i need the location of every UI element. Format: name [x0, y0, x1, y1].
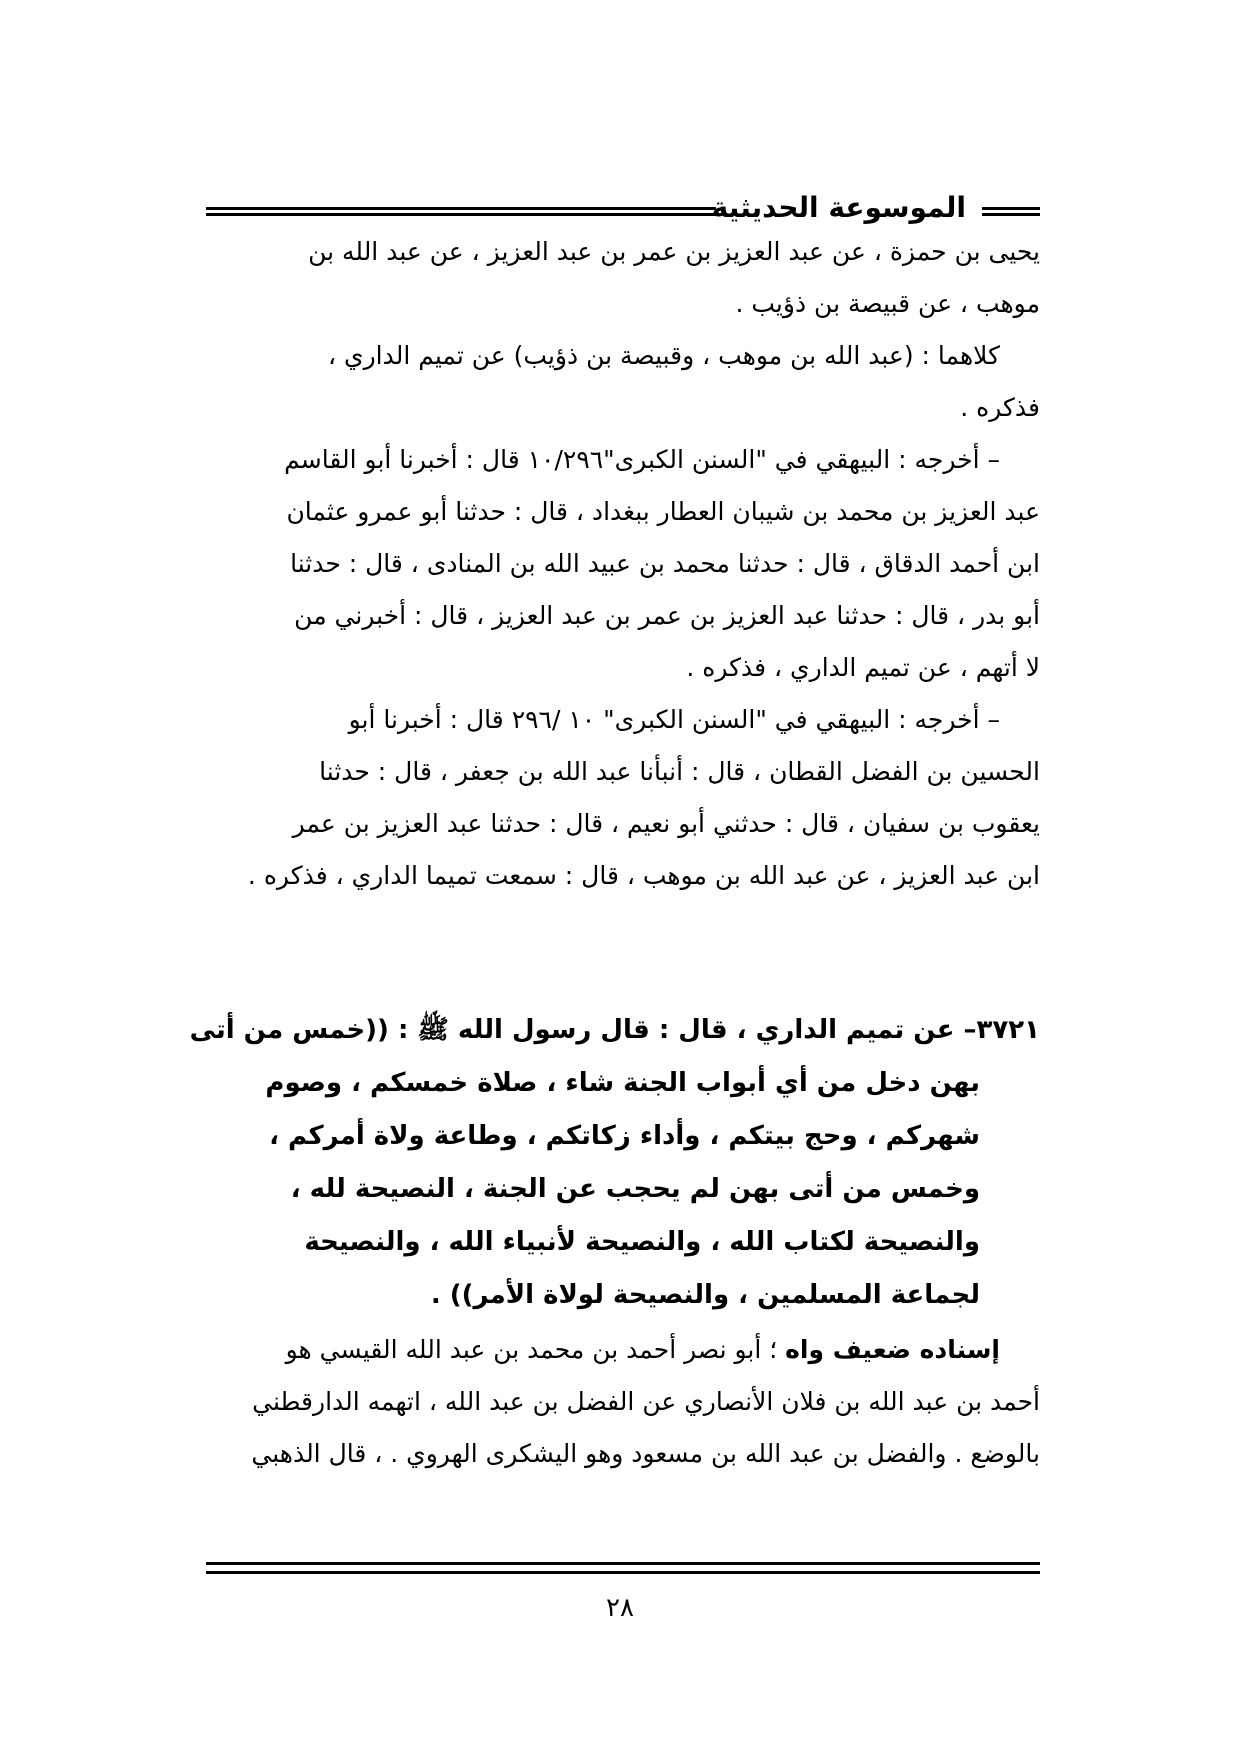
header-rule-short — [982, 207, 1040, 216]
hadith-line: بهن دخل من أي أبواب الجنة شاء ، صلاة خمسكم ، وصوم — [265, 1068, 980, 1098]
hadith-line: وخمس من أتى بهن لم يحجب عن الجنة ، النصيحة لله ، — [290, 1174, 980, 1204]
isnad-paragraph — [206, 1324, 1040, 1480]
hadith-text — [189, 1004, 1040, 1322]
hadith-line: ٣٧٢١– عن تميم الداري ، قال : قال رسول الله ﷺ : ((خمس من أتى — [189, 1015, 1040, 1045]
text-line: كلاهما : (عبد الله بن موهب ، وقبيصة بن ذؤيب) عن تميم الداري ، — [327, 341, 1000, 370]
paragraph-1 — [206, 226, 1040, 330]
text-line: عبد العزيز بن محمد بن شيبان العطار ببغداد ، قال : حدثنا أبو عمرو عثمان — [286, 497, 1040, 526]
hadith-line: شهركم ، وحج بيتكم ، وأداء زكاتكم ، وطاعة ولاة أمركم ، — [269, 1121, 980, 1151]
text-line: موهب ، عن قبيصة بن ذؤيب . — [735, 289, 1040, 318]
paragraph-3 — [206, 434, 1040, 694]
text-line: بالوضع . والفضل بن عبد الله بن مسعود وهو اليشكرى الهروي . ، قال الذهبي — [251, 1439, 1040, 1468]
text-line: – أخرجه : البيهقي في "السنن الكبرى" ١٠ /٢٩٦ قال : أخبرنا أبو — [348, 705, 1000, 734]
footer-rule — [206, 1562, 1040, 1574]
hadith-line: والنصيحة لكتاب الله ، والنصيحة لأنبياء الله ، والنصيحة — [304, 1227, 980, 1257]
header-rule-long — [206, 207, 716, 216]
text-line: ابن أحمد الدقاق ، قال : حدثنا محمد بن عبيد الله بن المنادى ، قال : حدثنا — [290, 549, 1040, 578]
text-line: أبو بدر ، قال : حدثنا عبد العزيز بن عمر بن عبد العزيز ، قال : أخبرني من — [294, 601, 1040, 630]
text-line: – أخرجه : البيهقي في "السنن الكبرى"١٠/٢٩٦ قال : أخبرنا أبو القاسم — [284, 445, 1000, 474]
isnad-first-line — [206, 1324, 1040, 1376]
isnad-grade: إسناده ضعيف واه — [785, 1335, 1000, 1364]
paragraph-2 — [206, 330, 1040, 434]
page-number: ٢٨ — [606, 1593, 634, 1623]
text-line: لا أتهم ، عن تميم الداري ، فذكره . — [686, 653, 1040, 682]
running-header — [206, 188, 1040, 228]
isnad-first-rest: ؛ أبو نصر أحمد بن محمد بن عبد الله القيسي هو — [285, 1335, 786, 1364]
paragraph-4 — [206, 694, 1040, 902]
text-line: ابن عبد العزيز ، عن عبد الله بن موهب ، قال : سمعت تميما الداري ، فذكره . — [247, 861, 1040, 890]
text-line: الحسين بن الفضل القطان ، قال : أنبأنا عبد الله بن جعفر ، قال : حدثنا — [319, 757, 1040, 786]
hadith-line: لجماعة المسلمين ، والنصيحة لولاة الأمر)) . — [430, 1280, 980, 1310]
text-line: يعقوب بن سفيان ، قال : حدثني أبو نعيم ، قال : حدثنا عبد العزيز بن عمر — [292, 809, 1040, 838]
text-line: يحيى بن حمزة ، عن عبد العزيز بن عمر بن عبد العزيز ، عن عبد الله بن — [308, 237, 1040, 266]
text-line: أحمد بن عبد الله بن فلان الأنصاري عن الفضل بن عبد الله ، اتهمه الدارقطني — [252, 1387, 1040, 1416]
header-title: الموسوعة الحديثية — [711, 191, 966, 224]
text-line: فذكره . — [960, 393, 1040, 422]
